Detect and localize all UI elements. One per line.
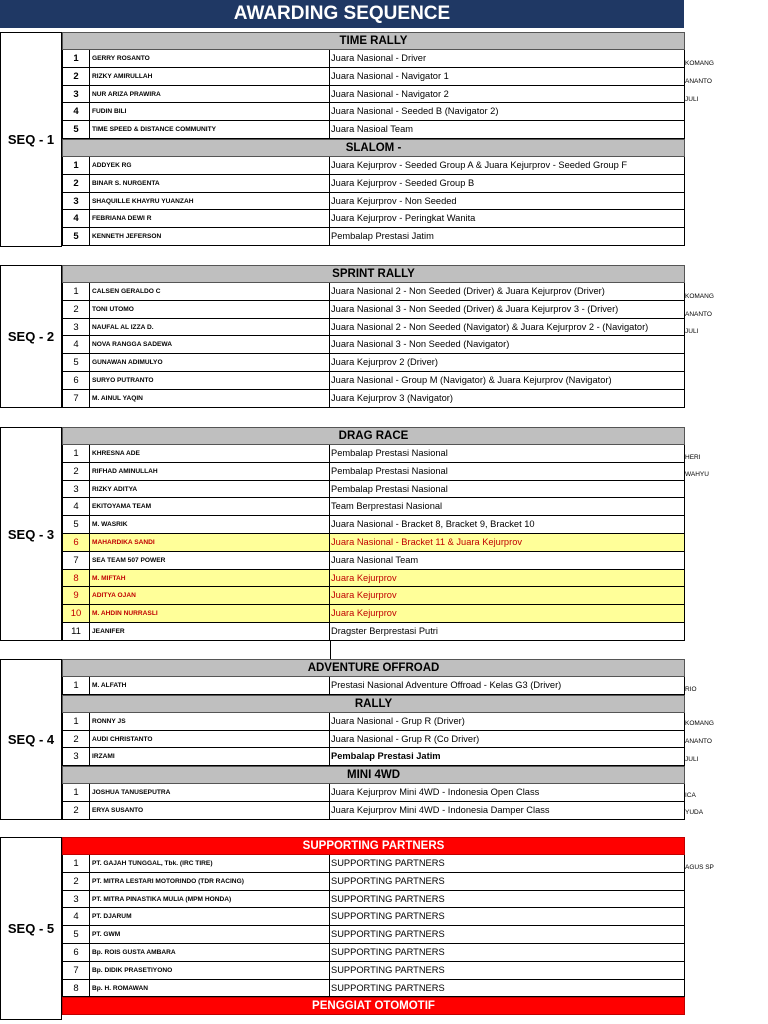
mini-4wd-header: MINI 4WD xyxy=(62,766,685,784)
award-text: SUPPORTING PARTNERS xyxy=(331,875,445,886)
seq-2-block xyxy=(0,265,714,408)
table-row xyxy=(62,802,685,820)
row-number: 3 xyxy=(63,193,90,210)
table-row xyxy=(62,498,685,516)
row-number: 2 xyxy=(63,68,90,85)
recipient-name: Bp. ROIS GUSTA AMBARA xyxy=(90,944,330,961)
row-number: 11 xyxy=(63,623,90,640)
row-number: 5 xyxy=(63,121,90,138)
recipient-name: JOSHUA TANUSEPUTRA xyxy=(90,784,330,801)
award-text: SUPPORTING PARTNERS xyxy=(331,858,445,868)
recipient-name: TIME SPEED & DISTANCE COMMUNITY xyxy=(90,121,330,138)
seq-2-label: SEQ - 2 xyxy=(0,265,62,408)
row-number: 6 xyxy=(63,372,90,389)
award-text: Juara Nasional - Driver xyxy=(331,53,427,63)
award-text: Pembalap Prestasi Nasional xyxy=(331,448,448,458)
row-number: 1 xyxy=(63,445,90,462)
row-number: 7 xyxy=(63,390,90,407)
award-text: Juara Nasional - Grup R (Co Driver) xyxy=(331,733,480,744)
table-row xyxy=(62,962,685,980)
recipient-name: PT. GWM xyxy=(90,926,330,943)
presenter-name: ANANTO xyxy=(685,738,712,745)
row-number: 8 xyxy=(63,570,90,587)
recipient-name: RONNY JS xyxy=(90,713,330,730)
row-number: 2 xyxy=(63,175,90,192)
award-text: Juara Nasional - Seeded B (Navigator 2) xyxy=(331,106,499,117)
recipient-name: NOVA RANGGA SADEWA xyxy=(90,336,330,353)
row-number: 7 xyxy=(63,962,90,979)
presenter-name: KOMANG xyxy=(685,293,714,300)
award-text: SUPPORTING PARTNERS xyxy=(331,982,445,993)
presenter-name: RIO xyxy=(685,686,697,693)
table-row xyxy=(62,193,685,211)
award-text: Dragster Berprestasi Putri xyxy=(331,625,438,636)
row-number: 6 xyxy=(63,534,90,551)
table-row xyxy=(62,354,685,372)
table-row xyxy=(62,713,685,731)
row-number: 4 xyxy=(63,210,90,227)
row-number: 2 xyxy=(63,301,90,318)
award-text: Juara Nasional Team xyxy=(331,554,419,565)
recipient-name: GUNAWAN ADIMULYO xyxy=(90,354,330,371)
row-number: 1 xyxy=(63,283,90,300)
row-number: 5 xyxy=(63,228,90,245)
award-text: Prestasi Nasional Adventure Offroad - Kelas G3 (Driver) xyxy=(331,680,562,690)
seq-3-label: SEQ - 3 xyxy=(0,427,62,641)
table-row xyxy=(62,908,685,926)
recipient-name: MAHARDIKA SANDI xyxy=(90,534,330,551)
recipient-name: RIZKY ADITYA xyxy=(90,481,330,498)
row-number: 9 xyxy=(63,587,90,604)
row-number: 1 xyxy=(63,50,90,67)
table-row xyxy=(62,372,685,390)
table-row-highlighted xyxy=(62,534,685,552)
recipient-name: ADITYA OJAN xyxy=(90,587,330,604)
row-number: 1 xyxy=(63,855,90,872)
slalom-header: SLALOM - xyxy=(62,139,685,157)
award-text: Juara Nasional - Bracket 11 & Juara Kejurprov xyxy=(331,536,523,547)
table-row-highlighted xyxy=(62,587,685,605)
presenter-name: ANANTO xyxy=(685,78,712,85)
recipient-name: M. WASRIK xyxy=(90,516,330,533)
table-row xyxy=(62,283,685,301)
award-text: Pembalap Prestasi Jatim xyxy=(331,231,434,242)
recipient-name: IRZAMI xyxy=(90,748,330,765)
time-rally-header: TIME RALLY xyxy=(62,32,685,50)
presenter-name: ICA xyxy=(685,792,696,799)
drag-race-header: DRAG RACE xyxy=(62,427,685,445)
award-text: Juara Kejurprov xyxy=(331,572,397,583)
award-text: Juara Nasional - Grup R (Driver) xyxy=(331,715,465,726)
table-row xyxy=(62,623,685,641)
row-number: 5 xyxy=(63,926,90,943)
award-text: Juara Kejurprov 3 (Navigator) xyxy=(331,392,453,403)
presenter-name: ANANTO xyxy=(685,311,712,318)
table-row xyxy=(62,944,685,962)
row-number: 10 xyxy=(63,605,90,622)
recipient-name: GERRY ROSANTO xyxy=(90,50,330,67)
row-number: 2 xyxy=(63,802,90,819)
recipient-name: TONI UTOMO xyxy=(90,301,330,318)
presenter-name: YUDA xyxy=(685,809,704,816)
recipient-name: RIFHAD AMINULLAH xyxy=(90,463,330,480)
table-row xyxy=(62,748,685,766)
row-number: 3 xyxy=(63,86,90,103)
table-row xyxy=(62,445,685,463)
award-text: Juara Kejurprov - Seeded Group A & Juara Kejurprov - Seeded Group F xyxy=(331,159,628,170)
award-text: Juara Kejurprov 2 (Driver) xyxy=(331,357,438,368)
award-text: SUPPORTING PARTNERS xyxy=(331,946,445,957)
recipient-name: PT. MITRA PINASTIKA MULIA (MPM HONDA) xyxy=(90,891,330,908)
row-number: 6 xyxy=(63,944,90,961)
seq-5-block xyxy=(0,837,714,1020)
row-number: 7 xyxy=(63,552,90,569)
recipient-name: Bp. DIDIK PRASETIYONO xyxy=(90,962,330,979)
row-number: 1 xyxy=(63,784,90,801)
recipient-name: NUR ARIZA PRAWIRA xyxy=(90,86,330,103)
award-text: Juara Kejurprov xyxy=(331,608,397,619)
row-number: 4 xyxy=(63,498,90,515)
award-text: Juara Kejurprov Mini 4WD - Indonesia Damper Class xyxy=(331,804,550,815)
recipient-name: BINAR S. NURGENTA xyxy=(90,175,330,192)
row-number: 4 xyxy=(63,336,90,353)
award-text: Juara Kejurprov - Peringkat Wanita xyxy=(331,213,476,224)
table-row xyxy=(62,891,685,909)
award-text: Juara Nasional 3 - Non Seeded (Driver) & Juara Kejurprov 3 - (Driver) xyxy=(331,303,619,314)
row-number: 1 xyxy=(63,713,90,730)
recipient-name: RIZKY AMIRULLAH xyxy=(90,68,330,85)
row-number: 2 xyxy=(63,873,90,890)
table-row xyxy=(62,68,685,86)
presenter-name: KOMANG xyxy=(685,60,714,67)
award-text: Pembalap Prestasi Jatim xyxy=(331,751,441,762)
row-number: 8 xyxy=(63,980,90,997)
table-row xyxy=(62,50,685,68)
table-row xyxy=(62,390,685,408)
table-row xyxy=(62,481,685,499)
presenter-name: AGUS SP xyxy=(685,864,714,871)
presenter-name: HERI xyxy=(685,454,701,461)
recipient-name: SEA TEAM 507 POWER xyxy=(90,552,330,569)
award-text: Juara Kejurprov - Non Seeded xyxy=(331,195,457,206)
award-text: Team Berprestasi Nasional xyxy=(331,501,443,512)
recipient-name: M. AINUL YAQIN xyxy=(90,390,330,407)
award-text: Pembalap Prestasi Nasional xyxy=(331,465,448,476)
adventure-offroad-header: ADVENTURE OFFROAD xyxy=(62,659,685,677)
row-number: 2 xyxy=(63,731,90,748)
table-row-highlighted xyxy=(62,605,685,623)
table-row xyxy=(62,677,685,695)
table-row xyxy=(62,86,685,104)
row-number: 5 xyxy=(63,516,90,533)
table-row xyxy=(62,301,685,319)
award-text: Juara Nasional - Navigator 2 xyxy=(331,88,449,99)
row-number: 5 xyxy=(63,354,90,371)
table-row xyxy=(62,463,685,481)
award-text: Juara Nasional 2 - Non Seeded (Driver) & Juara Kejurprov (Driver) xyxy=(331,286,605,296)
recipient-name: NAUFAL AL IZZA D. xyxy=(90,319,330,336)
recipient-name: Bp. H. ROMAWAN xyxy=(90,980,330,997)
row-number: 2 xyxy=(63,463,90,480)
seq-1-label: SEQ - 1 xyxy=(0,32,62,247)
recipient-name: M. ALFATH xyxy=(90,677,330,694)
page-title: AWARDING SEQUENCE xyxy=(0,0,684,28)
row-number: 4 xyxy=(63,908,90,925)
award-text: SUPPORTING PARTNERS xyxy=(331,964,445,975)
penggiat-otomotif-header: PENGGIAT OTOMOTIF xyxy=(62,997,685,1015)
row-number: 4 xyxy=(63,103,90,120)
recipient-name: ERYA SUSANTO xyxy=(90,802,330,819)
supporting-partners-header: SUPPORTING PARTNERS xyxy=(62,837,685,855)
table-row xyxy=(62,980,685,998)
recipient-name: JEANIFER xyxy=(90,623,330,640)
recipient-name: KENNETH JEFERSON xyxy=(90,228,330,245)
recipient-name: AUDI CHRISTANTO xyxy=(90,731,330,748)
row-number: 3 xyxy=(63,891,90,908)
seq-4-block xyxy=(0,659,714,820)
table-row xyxy=(62,731,685,749)
table-row xyxy=(62,103,685,121)
recipient-name: ADDYEK RG xyxy=(90,157,330,174)
table-row-highlighted xyxy=(62,570,685,588)
table-row xyxy=(62,784,685,802)
award-text: SUPPORTING PARTNERS xyxy=(331,893,445,904)
recipient-name: KHRESNA ADE xyxy=(90,445,330,462)
recipient-name: FUDIN BILI xyxy=(90,103,330,120)
table-row xyxy=(62,210,685,228)
seq-5-label: SEQ - 5 xyxy=(0,837,62,1020)
recipient-name: PT. GAJAH TUNGGAL, Tbk. (IRC TIRE) xyxy=(90,855,330,872)
table-row xyxy=(62,855,685,873)
award-text: Juara Kejurprov - Seeded Group B xyxy=(331,177,475,188)
award-text: Juara Nasional - Navigator 1 xyxy=(331,70,449,81)
presenter-name: JULI xyxy=(685,328,699,335)
column-divider xyxy=(330,641,331,659)
seq-1-block xyxy=(0,32,714,247)
recipient-name: SHAQUILLE KHAYRU YUANZAH xyxy=(90,193,330,210)
table-row xyxy=(62,336,685,354)
table-row xyxy=(62,926,685,944)
recipient-name: PT. DJARUM xyxy=(90,908,330,925)
row-number: 3 xyxy=(63,748,90,765)
recipient-name: EKITOYAMA TEAM xyxy=(90,498,330,515)
award-text: SUPPORTING PARTNERS xyxy=(331,911,445,922)
sprint-rally-header: SPRINT RALLY xyxy=(62,265,685,283)
table-row xyxy=(62,552,685,570)
rally-header: RALLY xyxy=(62,695,685,713)
award-text: Juara Kejurprov xyxy=(331,590,397,601)
row-number: 1 xyxy=(63,157,90,174)
table-row xyxy=(62,157,685,175)
recipient-name: M. AHDIN NURRASLI xyxy=(90,605,330,622)
award-text: SUPPORTING PARTNERS xyxy=(331,929,445,940)
seq-4-label: SEQ - 4 xyxy=(0,659,62,820)
row-number: 3 xyxy=(63,481,90,498)
table-row xyxy=(62,175,685,193)
seq-3-block xyxy=(0,427,709,641)
presenter-name: KOMANG xyxy=(685,720,714,727)
presenter-name: JULI xyxy=(685,756,699,763)
table-row xyxy=(62,319,685,337)
table-row xyxy=(62,516,685,534)
award-text: Juara Kejurprov Mini 4WD - Indonesia Open Class xyxy=(331,787,540,798)
award-text: Pembalap Prestasi Nasional xyxy=(331,483,448,494)
table-row xyxy=(62,873,685,891)
recipient-name: PT. MITRA LESTARI MOTORINDO (TDR RACING) xyxy=(90,873,330,890)
recipient-name: SURYO PUTRANTO xyxy=(90,372,330,389)
row-number: 3 xyxy=(63,319,90,336)
table-row xyxy=(62,228,685,246)
recipient-name: M. MIFTAH xyxy=(90,570,330,587)
recipient-name: CALSEN GERALDO C xyxy=(90,283,330,300)
award-text: Juara Nasional - Bracket 8, Bracket 9, Bracket 10 xyxy=(331,519,535,530)
award-text: Juara Nasional 2 - Non Seeded (Navigator) & Juara Kejurprov 2 - (Navigator) xyxy=(331,321,649,332)
table-row xyxy=(62,121,685,139)
row-number: 1 xyxy=(63,677,90,694)
award-text: Juara Nasioal Team xyxy=(331,124,413,135)
presenter-name: JULI xyxy=(685,96,699,103)
recipient-name: FEBRIANA DEWI R xyxy=(90,210,330,227)
award-text: Juara Nasional - Group M (Navigator) & Juara Kejurprov (Navigator) xyxy=(331,374,612,385)
award-text: Juara Nasional 3 - Non Seeded (Navigator) xyxy=(331,339,510,350)
presenter-name: WAHYU xyxy=(685,471,709,478)
